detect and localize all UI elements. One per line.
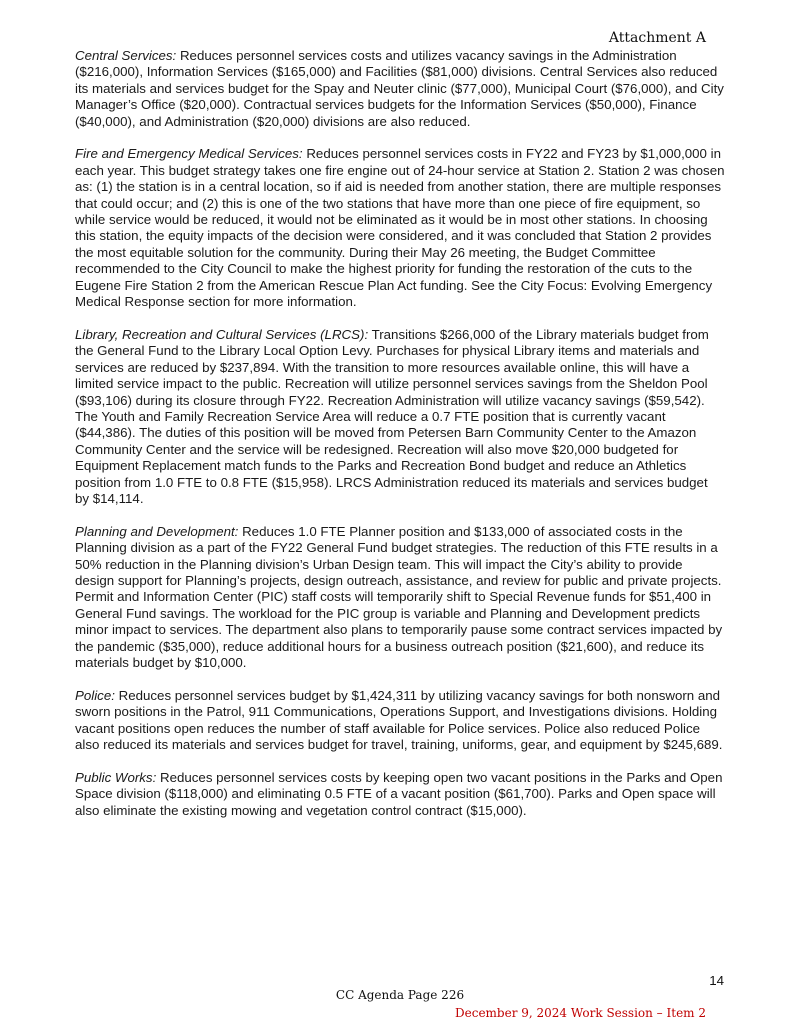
section-title: Central Services: (75, 48, 177, 63)
work-session-label: December 9, 2024 Work Session – Item 2 (455, 1006, 706, 1020)
section-lrcs (75, 327, 725, 507)
section-body: Reduces personnel services costs by keeping open two vacant positions in the Parks and Open Space division ($118,000) and eliminating 0.5 FTE of a vacant position ($61,700). Parks and Open space will also eliminate the existing mowing and vegetation control contract ($15,000). (75, 769, 723, 818)
section-police (75, 688, 725, 754)
section-body: Transitions $266,000 of the Library materials budget from the General Fund to the Library Local Option Levy. Purchases for physical Library items and materials and services are reduced by $237,894. With the transition to more resources available online, this will have a limited service impact to the public. Recreation will utilize personnel services savings from the Sheldon Pool ($93,106) during its closure through FY22. Recreation Administration will utilize vacancy savings ($59,542). The Youth and Family Recreation Service Area will reduce a 0.7 FTE position that is currently vacant ($44,386). The duties of this position will be moved from Petersen Barn Community Center to the Amazon Community Center and the service will be redesigned. Recreation will also move $20,000 budgeted for Equipment Replacement match funds to the Parks and Recreation Bond budget and reduce an Athletics position from 1.0 FTE to 0.8 FTE ($15,958). LRCS Administration reduced its materials and services budget by $14,114. (75, 326, 709, 506)
section-public-works (75, 770, 725, 819)
section-title: Planning and Development: (75, 523, 239, 539)
page-number: 14 (709, 973, 724, 988)
agenda-page-label: CC Agenda Page 226 (335, 988, 465, 1002)
section-title: Public Works: (75, 769, 157, 785)
section-title: Police: (75, 687, 115, 703)
section-body: Reduces personnel services costs and utilizes vacancy savings in the Administration ($216,000), Information Services ($165,000) and Facilities ($81,000) divisions. Central Services also reduced its materials and services budget for the Spay and Neuter clinic ($77,000), Municipal Court ($76,000), and City Manager’s Office ($20,000). Contractual services budgets for the Information Services ($50,000), Finance ($40,000), and Administration ($20,000) divisions are also reduced. (75, 48, 724, 129)
section-planning-development (75, 524, 725, 672)
section-title: Library, Recreation and Cultural Services (LRCS): (75, 326, 369, 342)
section-body: Reduces 1.0 FTE Planner position and $133,000 of associated costs in the Planning division as a part of the FY22 General Fund budget strategies. The reduction of this FTE results in a 50% reduction in the Planning division’s Urban Design team. This will impact the City’s ability to provide design support for Planning’s projects, design outreach, assistance, and review for public and private projects. Permit and Information Center (PIC) staff costs will temporarily shift to Special Revenue funds for $51,400 in General Fund savings. The workload for the PIC group is variable and Planning and Development predicts minor impact to services. The department also plans to temporarily pause some contract services impacted by the pandemic ($35,000), reduce additional hours for a business outreach position ($21,600), and reduce its materials budget by $10,000. (75, 523, 723, 670)
section-title: Fire and Emergency Medical Services: (75, 146, 303, 162)
section-body: Reduces personnel services costs in FY22 and FY23 by $1,000,000 in each year. This budget strategy takes one fire engine out of 24-hour service at Station 2. Station 2 was chosen as: (1) the station is in a central location, so if aid is needed from another station, there are multiple responses that could occur; and (2) this is one of the two stations that have more than one piece of fire equipment, so while service would be reduced, it would not be eliminated as it would be in most other stations. In choosing this station, the equity impacts of the decision were considered, and it was concluded that Station 2 provides the most equitable solution for the community. During their May 26 meeting, the Budget Committee recommended to the City Council to make the highest priority for funding the restoration of the cuts to the Eugene Fire Station 2 from the American Rescue Plan Act funding. See the City Focus: Evolving Emergency Medical Response section for more information. (75, 146, 725, 310)
section-fire-ems (75, 146, 725, 310)
section-body: Reduces personnel services budget by $1,424,311 by utilizing vacancy savings for both nonsworn and sworn positions in the Patrol, 911 Communications, Operations Support, and Investigations divisions. Holding vacant positions open reduces the number of staff available for Police services. Police also reduced Police also reduced its materials and services budget for travel, training, uniforms, gear, and equipment by $245,689. (75, 687, 723, 752)
attachment-label: Attachment A (608, 30, 706, 46)
section-central-services (75, 48, 725, 130)
document-body (75, 48, 725, 835)
